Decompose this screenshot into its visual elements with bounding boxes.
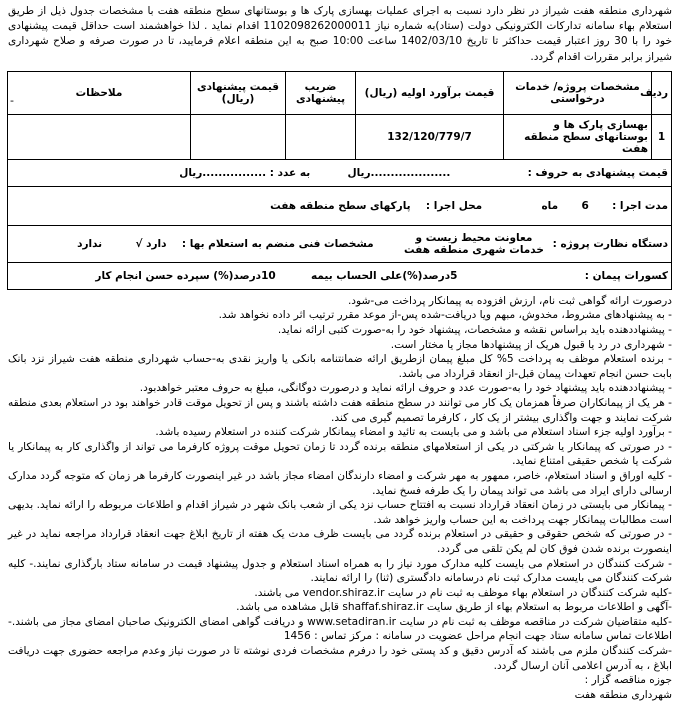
offer-words-rial2: ................ریال	[179, 166, 267, 179]
list-item: درصورت ارائه گواهی ثبت نام، ارزش افزوده به پیمانکار پرداخت می-شود.	[347, 294, 672, 307]
offer-words-label: قیمت پیشنهادی به حروف :	[527, 166, 668, 179]
cell-notes	[8, 114, 191, 159]
conditions-list	[8, 294, 672, 673]
offer-words-cell	[8, 159, 672, 186]
corner-mark: -	[10, 94, 14, 107]
footer-organizer-label: جوزه مناقصه گزار :	[584, 674, 672, 687]
list-item: - پیشنهاددهنده باید براساس نقشه و مشخصات، پیشنهاد خود را به-صورت کتبی ارائه نماید.	[277, 324, 672, 336]
header-spec: مشخصات پروژه/ خدمات درخواستی	[504, 71, 652, 114]
table-row	[8, 114, 672, 159]
header-offer: قیمت پیشنهادی (ریال)	[191, 71, 286, 114]
duration-row	[8, 186, 672, 225]
offer-words-rial1: ....................ریال	[347, 166, 451, 179]
attached-has-not: ندارد	[77, 237, 103, 250]
deduction-guarantee: 10درصد(%) سپرده حسن انجام کار	[95, 269, 276, 282]
list-item: - شهرداری در رد یا قبول هریک از پیشنهادها مجاز یا مختار است.	[390, 338, 672, 351]
header-row-num: ردیف	[652, 71, 672, 114]
duration-label: مدت اجرا :	[612, 199, 668, 212]
supervision-label: دستگاه نظارت پروژه :	[552, 237, 668, 250]
supervision-cell	[8, 225, 672, 262]
supervision-row	[8, 225, 672, 262]
header-notes: ملاحظات	[8, 71, 191, 114]
deductions-label: کسورات پیمان :	[584, 269, 668, 282]
attached-label: مشخصات فنی منضم به استعلام بها :	[181, 237, 374, 250]
deduction-insurance: 5درصد(%)علی الحساب بیمه	[311, 269, 458, 282]
place-value: پارکهای سطح منطقه هفت	[270, 199, 411, 212]
list-item: -آگهی و اطلاعات مربوط به استعلام بهاء از طریق سایت shaffaf.shiraz.ir قابل مشاهده می باشد.	[236, 601, 672, 614]
list-item: - پیمانکار می بایستی در زمان انعقاد قرارداد نسبت به افتتاح حساب نزد یکی از شعب بانک شهر در شیراز اقدام و اطلاعات مربوطه را ارائه نماید. بدیهی است مطالبات پیمانکار جهت پرداخت به این حساب واریز خواهد شد.	[8, 499, 672, 526]
list-item: -کلیه شرکت کنندگان در استعلام بهاء موظف به ثبت نام در سایت vendor.shiraz.ir می باشند.	[254, 586, 672, 599]
supervision-value: معاونت محیط زیست و خدمات شهری منطقه هفت	[404, 231, 544, 256]
list-item: - در صورتی که شخص حقوقی و حقیقی در استعلام برنده گردد می بایست ظرف مدت یک هفته از تاریخ ابلاغ جهت انعقاد قرارداد مراجعه نماید در غیر اینصورت برنده شدن فوق کان لم یکن تلقی می گردد.	[8, 528, 672, 555]
header-estimate: قیمت برآورد اولیه (ریال)	[356, 71, 504, 114]
offer-words-row	[8, 159, 672, 186]
cell-spec: بهسازی پارک ها و بوستانهای سطح منطقه هفت	[504, 114, 652, 159]
footer-organizer-name: شهرداری منطقه هفت	[574, 688, 672, 701]
cell-estimate	[356, 114, 504, 159]
attached-has: دارد	[146, 237, 167, 250]
header-coef: ضریب پیشنهادی	[286, 71, 356, 114]
table-header-row	[8, 71, 672, 114]
cell-offer	[191, 114, 286, 159]
duration-value: 6	[581, 199, 589, 212]
offer-number-label: به عدد :	[269, 166, 311, 179]
list-item: - کلیه اوراق و اسناد استعلام، خاصر، ممهور به مهر شرکت و امضاء دارندگان امضاء مجاز باشد در غیر اینصورت کارفرما هر زمان که متوجه گردد مدارک ارسالی دارای ایراد می باشد می تواند پیمان را یک طرفه فسخ نماید.	[8, 469, 672, 497]
duration-cell	[8, 186, 672, 225]
list-item: -شرکت کنندگان ملزم می باشند که آدرس دقیق و کد پستی خود را درفرم مشخصات فردی نوشته تا در صورت نیاز وعدم مراجعه حضوری جهت دریافت ابلاغ ، به آدرس اعلامی آنان ارسال گردد.	[8, 645, 672, 672]
tender-table	[7, 71, 672, 290]
list-item: - برنده استعلام موظف به پرداخت 5% کل مبلغ پیمان ازطریق ارائه ضمانتنامه بانکی یا واریز نقدی به-حساب شهرداری منطقه هفت شیراز نزد بانک بابت حسن انجام تعهدات پیمان قبل-از انعقاد قرارداد می باشد.	[8, 353, 673, 380]
list-item: - برآورد اولیه جزء اسناد استعلام می باشد و می بایست به تائید و امضاء پیمانکار شرکت کننده در استعلام رسیده باشد.	[155, 426, 672, 439]
estimate-value: 132/120/779/7	[387, 130, 472, 143]
list-item: - هر یک از پیمانکاران صرفاً همزمان یک کار می توانند در سطح منطقه هفت داشته باشند و پس از تحویل موقت قادر خواهند بود در استعلام بعدی منطقه شرکت نمایند و جهت واگذاری بیشتر از یک کار ، کارفرما تصمیم گیری می کند.	[8, 396, 672, 424]
duration-unit: ماه	[541, 199, 559, 212]
intro-paragraph: شهرداری منطقه هفت شیراز در نظر دارد نسبت به اجرای عملیات بهسازی پارک ها و بوستانهای سطح منطقه هفت با مشخصات جدول ذیل از طریق استعلام بهاء سامانه تدارکات الکترونیکی دولت (ستاد)به شماره نیاز 1102098262000011 اقدام نماید . لذا خواهشمند است حداقل قیمت پیشنهادی خود را با 30 روز اعتبار قیمت حداکثر تا تاریخ 1402/03/10 ساعت 10:00 صبح به این منطقه اعلام فرمایید، تا در صورت صرفه و صلاح شهرداری شیراز برابر مقررات اقدام گردد.	[8, 5, 672, 63]
list-item: - پیشنهاددهنده باید پیشنهاد خود را به-صورت عدد و حروف ارائه نماید و درصورت دوگانگی، مبلغ به حروف معتبر خواهدبود.	[139, 382, 672, 395]
list-item: - شرکت کنندگان در استعلام می بایست کلیه مدارک مورد نیاز را به همراه اسناد استعلام و جدول پیشنهاد قیمت در سامانه ستاد بارگذاری نمایند.- کلیه شرکت کنندگان می بایست مدارک ثبت نام درسامانه دادگستری (ثنا) را ارائه نمایند.	[8, 557, 672, 585]
list-item: - در صورتی که پیمانکار یا شرکتی در یکی از استعلامهای منطقه برنده گردد تا زمان تحویل موقت پروژه کارفرما می تواند از واگذاری کار به پیمانکار یا شرکت یا شخص حقیقی امتناع نماید.	[8, 440, 672, 468]
list-item: -کلیه متقاضیان شرکت در مناقصه موظف به ثبت نام در سایت www.setadiran.ir و دریافت گواهی امضای الکترونیک صاحبان امضای مجاز می باشند.-اطلاعات تماس سامانه ستاد جهت انجام مراحل عضویت در سامانه : مرکز تماس : 1456	[8, 615, 672, 643]
cell-coef	[286, 114, 356, 159]
list-item: - به پیشنهادهای مشروط، مخدوش، مبهم ویا دریافت-شده پس-از موعد مقرر ترتیب اثر داده نخواهد شد.	[218, 309, 672, 322]
cell-row-num: 1	[652, 114, 672, 159]
place-label: محل اجرا :	[425, 199, 483, 212]
checkbox-icon: √	[135, 237, 143, 250]
deductions-cell	[8, 262, 672, 289]
deductions-row	[8, 262, 672, 289]
